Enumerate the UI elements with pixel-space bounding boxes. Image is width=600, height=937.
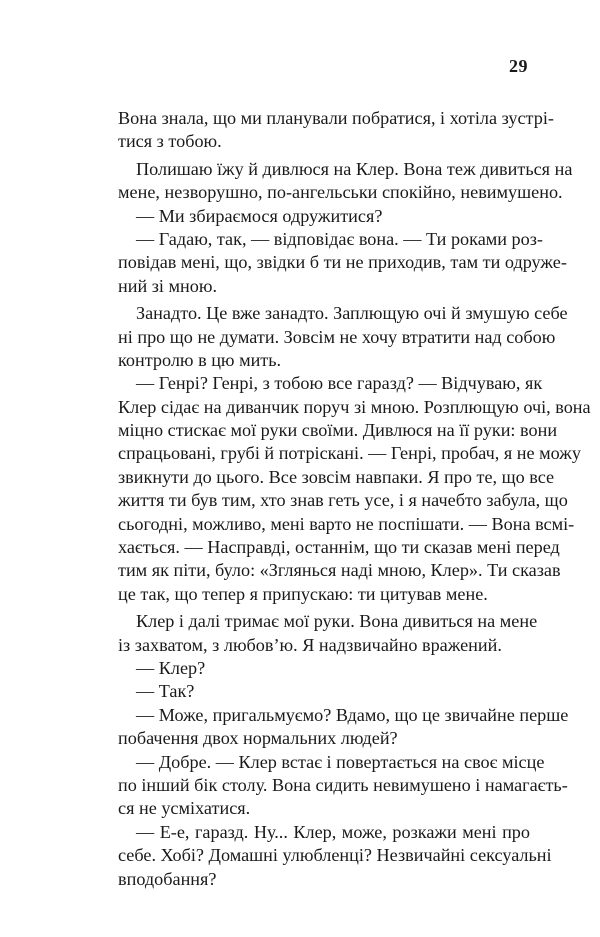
- text-line: себе. Хобі? Домашні улюбленці? Незвичайні сексуальні: [118, 845, 552, 866]
- text-line: — Може, пригальмуємо? Вдамо, що це звичайне перше: [136, 704, 569, 725]
- text-line: — Гадаю, так, — відповідає вона. — Ти роками роз-: [136, 228, 543, 249]
- text-line: хається. — Насправді, останнім, що ти сказав мені перед: [118, 537, 560, 558]
- text-line: повідав мені, що, звідки б ти не приходив, там ти одруже-: [118, 252, 567, 273]
- text-line: Вона знала, що ми планували побратися, і хотіла зустрі-: [118, 108, 554, 128]
- text-line: — Так?: [136, 681, 195, 702]
- text-line: Полишаю їжу й дивлюся на Клер. Вона теж дивиться на: [136, 158, 573, 179]
- text-line: — Е-е, гаразд. Ну... Клер, може, розкажи мені про: [136, 821, 530, 842]
- text-line: Клер і далі тримає мої руки. Вона дивиться на мене: [136, 611, 538, 632]
- text-line: Клер сідає на диванчик поруч зі мною. Розплющую очі, вона: [118, 396, 591, 417]
- text-line: тим як піти, було: «Зглянься наді мною, Клер». Ти сказав: [118, 560, 561, 581]
- text-line: звикнути до цього. Все зовсім навпаки. Я про те, що все: [118, 466, 555, 487]
- text-line: — Генрі? Генрі, з тобою все гаразд? — Відчуваю, як: [136, 373, 543, 394]
- text-line: побачення двох нормальних людей?: [118, 728, 398, 749]
- book-text-body: [118, 107, 591, 891]
- text-line: — Ми збираємося одружитися?: [136, 205, 383, 226]
- text-line: сьогодні, можливо, мені варто не поспішати. — Вона всмі-: [118, 513, 575, 534]
- text-line: ний зі мною.: [118, 275, 218, 296]
- text-line: по інший бік столу. Вона сидить невимушено і намагаєть-: [118, 774, 568, 795]
- text-line: Занадто. Це вже занадто. Заплющую очі й змушую себе: [136, 303, 568, 324]
- text-line: тися з тобою.: [118, 131, 222, 152]
- page-number: 29: [509, 56, 528, 76]
- text-line: життя ти був тим, хто знав геть усе, і я начебто забула, що: [118, 490, 568, 511]
- text-line: контролю в цю мить.: [118, 349, 282, 370]
- text-line: вподобання?: [118, 868, 217, 889]
- text-line: міцно стискає мої руки своїми. Дивлюся на її руки: вони: [118, 420, 558, 441]
- text-line: із захватом, з любов’ю. Я надзвичайно вражений.: [118, 634, 502, 655]
- text-line: мене, незворушно, по-ангельськи спокійно, невимушено.: [118, 182, 563, 203]
- text-line: ся не усміхатися.: [118, 798, 251, 819]
- text-line: ні про що не думати. Зовсім не хочу втратити над собою: [118, 326, 556, 347]
- text-line: спрацьовані, грубі й потріскані. — Генрі, пробач, я не можу: [118, 443, 581, 464]
- text-line: це так, що тепер я припускаю: ти цитував мене.: [118, 583, 488, 604]
- text-line: — Клер?: [136, 657, 206, 678]
- text-line: — Добре. — Клер встає і повертається на своє місце: [136, 751, 545, 772]
